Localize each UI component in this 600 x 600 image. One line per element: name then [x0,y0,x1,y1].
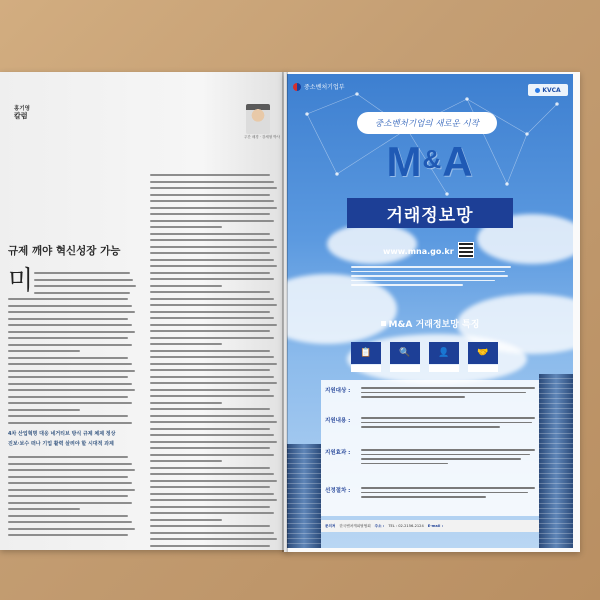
text-line [150,538,277,540]
ad-website-url[interactable]: www.mna.go.kr [383,247,454,256]
text-line [8,363,132,365]
text-line [150,382,277,384]
text-line [8,515,128,517]
info-row-target [325,386,535,401]
text-line [150,356,274,358]
text-line [150,298,274,300]
contact-footer [321,520,539,532]
text-line [150,213,270,215]
column-tag-label: 칼럼 [14,112,28,120]
ad-main-title: 거래정보망 [347,198,513,228]
column-tag-author: 홍기영 [14,106,30,112]
text-line [150,324,277,326]
text-line [8,331,135,333]
features-list [351,342,498,372]
text-line [150,194,270,196]
article-subhead-2: 진보·보수 떠나 기업 활력 살려야 할 시대적 과제 [8,441,114,447]
column-tag [14,106,40,120]
author-byline: 주간 매경 · 강세형 박사 [244,135,280,139]
text-line [150,421,277,423]
ma-letter-m: M [386,138,423,185]
text-line [150,473,274,475]
contact-tel[interactable]: TEL : 02-2156-2124 [388,524,424,528]
building-left-graphic [287,444,321,548]
text-line [150,480,277,482]
text-line [150,317,274,319]
text-line [150,506,270,508]
article-dropcap: 미 [8,266,34,296]
text-line [150,181,274,183]
feature-caption [390,365,420,372]
info-label: 지원효과 : [325,450,351,456]
info-label: 지원내용 : [325,418,351,424]
text-line [8,337,128,339]
text-line [8,396,128,398]
text-line [150,545,270,547]
text-line [8,318,128,320]
feature-item [429,342,459,372]
text-line [8,324,132,326]
text-line [8,409,80,411]
text-line [8,376,128,378]
document-icon: 📋 [351,342,381,364]
text-line [150,174,270,176]
text-line [150,493,274,495]
text-line [150,252,270,254]
text-line [8,298,128,300]
text-line [150,434,274,436]
ma-letter-a: A [442,138,474,185]
ma-ampersand: & [422,144,443,174]
text-line [150,408,270,410]
text-line [150,519,222,521]
bullet-square-icon [381,321,386,326]
text-line [150,343,222,345]
text-line [150,330,270,332]
text-line [8,502,132,504]
text-line [150,337,274,339]
feature-caption [468,365,498,372]
cloud-shape [327,224,417,264]
text-line [150,233,270,235]
text-line [150,265,277,267]
advertisement [287,74,573,548]
text-line [8,415,128,417]
text-line [150,415,274,417]
right-magazine-page [284,72,580,552]
text-line [150,532,274,534]
text-line [8,456,128,458]
qr-code-icon[interactable] [459,243,473,257]
text-line [150,363,277,365]
ad-intro-text [351,266,511,289]
text-line [150,220,274,222]
features-heading-text: M&A 거래정보망 특징 [388,320,480,330]
text-line [150,454,274,456]
text-line [150,512,274,514]
text-line [150,460,222,462]
text-line [150,447,270,449]
text-line [8,389,135,391]
article-subhead-1: 4차 산업혁명 대응 네거티브 방식 규제 체제 정상 [8,431,116,437]
text-line [8,508,80,510]
text-line [8,476,128,478]
text-line [8,383,132,385]
kvca-logo [528,84,568,96]
contact-label: 문의처 [325,523,336,528]
text-line [34,285,136,287]
text-line [8,463,132,465]
feature-item [468,342,498,372]
taegeuk-icon [293,83,301,91]
text-line [150,304,277,306]
person-icon: 👤 [429,342,459,364]
text-line [150,207,277,209]
left-magazine-page [0,72,288,550]
text-line [8,305,132,307]
text-line [150,369,270,371]
text-line [34,292,130,294]
text-line [150,285,222,287]
features-heading [287,317,573,330]
ministry-name: 중소벤처기업부 [304,84,345,91]
building-right-graphic [539,374,573,548]
kvca-name: KVCA [542,86,561,94]
text-line [150,486,270,488]
text-line [150,467,270,469]
text-line [8,370,135,372]
text-line [150,259,274,261]
text-line [8,495,128,497]
ad-slogan: 중소벤처기업의 새로운 시작 [357,112,497,134]
text-line [8,402,132,404]
text-line [150,395,274,397]
author-photo [246,104,270,134]
feature-caption [351,365,381,372]
text-line [150,428,270,430]
article-title: 규제 깨야 혁신성장 가능 [8,245,121,257]
feature-item [390,342,420,372]
contact-email-label: E-mail : [427,524,444,528]
text-line [34,272,130,274]
text-line [150,200,274,202]
magazine-spine-shadow [282,72,288,552]
text-line [8,357,128,359]
text-line [150,278,274,280]
text-line [150,499,277,501]
info-label: 선정절차 : [325,488,351,494]
text-line [150,272,270,274]
text-line [150,311,270,313]
text-line [150,226,222,228]
ma-title [287,138,573,186]
info-row-content [325,416,535,431]
text-line [8,489,135,491]
text-line [150,389,270,391]
text-line [8,534,128,536]
text-line [8,521,132,523]
text-line [150,246,277,248]
info-row-process [325,486,535,501]
kvca-mark-icon [535,88,540,93]
text-line [150,525,270,527]
search-icon: 🔍 [390,342,420,364]
info-row-effect [325,448,535,467]
text-line [150,402,222,404]
text-line [150,291,270,293]
text-line [8,344,132,346]
text-line [8,422,132,424]
text-line [8,350,80,352]
feature-caption [429,365,459,372]
text-line [8,482,132,484]
handshake-icon: 🤝 [468,342,498,364]
text-line [150,376,274,378]
contact-org: 한국벤처캐피탈협회 [339,523,371,528]
info-panel [321,380,539,516]
text-line [150,350,270,352]
text-line [8,311,135,313]
text-line [34,279,133,281]
text-line [8,469,135,471]
contact-address-label: 주소 : [374,523,385,528]
ministry-logo [293,82,345,91]
feature-item [351,342,381,372]
text-line [150,441,277,443]
info-label: 지원대상 : [325,388,351,394]
text-line [150,187,277,189]
text-line [150,239,274,241]
text-line [8,528,135,530]
